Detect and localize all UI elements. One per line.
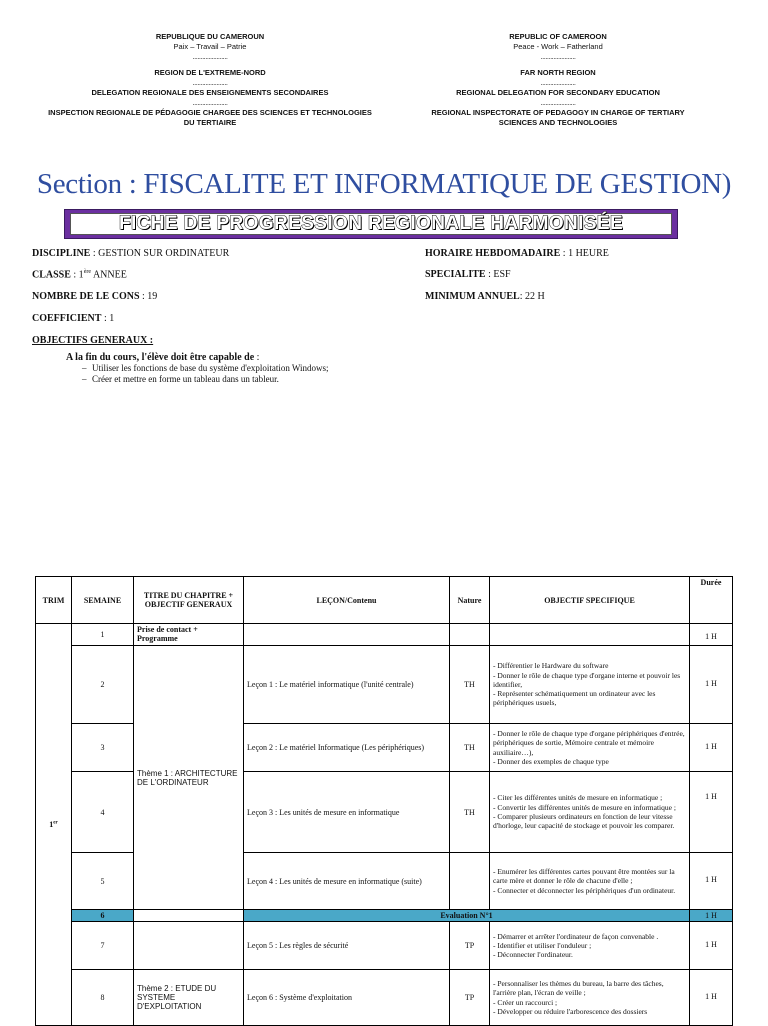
duration-cell: 1 H bbox=[690, 853, 733, 910]
objectives-intro-colon: : bbox=[254, 352, 260, 363]
lesson-cell: Leçon 3 : Les unités de mesure en informatique bbox=[244, 772, 450, 853]
field-discipline-value: : GESTION SUR ORDINATEUR bbox=[90, 248, 230, 259]
objective-item: – Utiliser les fonctions de base du système d'exploitation Windows; bbox=[32, 363, 329, 374]
header-objectif: OBJECTIF SPECIFIQUE bbox=[490, 577, 690, 624]
nature-cell: TP bbox=[450, 922, 490, 970]
duration-cell: 1 H bbox=[690, 922, 733, 970]
header-left-region: REGION DE L'EXTREME-NORD bbox=[154, 68, 266, 77]
header-left-delegation: DELEGATION REGIONALE DES ENSEIGNEMENTS SECONDAIRES bbox=[91, 88, 329, 97]
field-horaire-label: HORAIRE HEBDOMADAIRE bbox=[425, 248, 561, 259]
header-right-dots-2: ...................... bbox=[540, 78, 576, 87]
week-cell: 4 bbox=[72, 772, 134, 853]
header-trim: TRIM bbox=[36, 577, 72, 624]
field-specialite bbox=[425, 269, 511, 280]
theme-2-cell: Thème 2 : ETUDE DU SYSTEME D'EXPLOITATION bbox=[134, 970, 244, 1026]
table-row bbox=[36, 970, 733, 1026]
table-row bbox=[36, 922, 733, 970]
objectives-list bbox=[32, 363, 329, 385]
field-lecons-label: NOMBRE DE LE CONS bbox=[32, 291, 140, 302]
header-nature: Nature bbox=[450, 577, 490, 624]
objectives-intro bbox=[66, 352, 329, 363]
header-left-motto: Paix – Travail – Patrie bbox=[173, 42, 247, 51]
lesson-cell: Leçon 5 : Les règles de sécurité bbox=[244, 922, 450, 970]
nature-cell bbox=[450, 624, 490, 646]
lesson-cell: Leçon 1 : Le matériel informatique (l'unité centrale) bbox=[244, 646, 450, 724]
week-cell: 1 bbox=[72, 624, 134, 646]
header-duree: Durée bbox=[690, 577, 733, 624]
duration-cell: 1 H bbox=[690, 970, 733, 1026]
objectives-title: OBJECTIFS GENERAUX : bbox=[32, 335, 154, 346]
duration-cell: 1 H bbox=[690, 624, 733, 646]
trim-cell bbox=[36, 624, 72, 1026]
objective-cell: - Enumérer les différentes cartes pouvant être montées sur la carte mère et donner le rôle de chacune d'elle ; - Connecter et déconnecter les périphériques d'un ordinateur. bbox=[490, 853, 690, 910]
progression-table bbox=[35, 576, 733, 1026]
chapter-cell bbox=[134, 922, 244, 970]
chapter-cell bbox=[134, 910, 244, 922]
field-classe-value-post: ANNEE bbox=[91, 269, 127, 281]
nature-cell: TH bbox=[450, 646, 490, 724]
field-classe-value: : 1 bbox=[70, 269, 84, 281]
table-row bbox=[36, 646, 733, 724]
header-left-country: REPUBLIQUE DU CAMEROUN bbox=[155, 32, 265, 41]
field-discipline-label: DISCIPLINE bbox=[32, 248, 91, 259]
field-classe-sup: ère bbox=[83, 269, 92, 275]
evaluation-row bbox=[36, 910, 733, 922]
theme-1-cell: Thème 1 : ARCHITECTURE DE L'ORDINATEUR bbox=[134, 646, 244, 910]
field-coefficient-value: : 1 bbox=[101, 313, 115, 324]
header-right-inspection-2: SCIENCES AND TECHNOLOGIES bbox=[498, 118, 618, 127]
table-row bbox=[36, 624, 733, 646]
objective-cell: - Donner le rôle de chaque type d'organe périphériques d'entrée, périphériques de sortie, Mémoire centrale et mémoire auxiliaire…), - Donner des exemples de chaque type bbox=[490, 724, 690, 772]
field-lecons-value: : 19 bbox=[139, 291, 158, 302]
week-cell: 2 bbox=[72, 646, 134, 724]
general-objectives bbox=[32, 335, 329, 385]
header-right-dots-3: ...................... bbox=[540, 98, 576, 107]
nature-cell bbox=[450, 853, 490, 910]
section-title: Section : FISCALITE ET INFORMATIQUE DE GESTION) bbox=[36, 168, 732, 200]
lesson-cell: Leçon 2 : Le matériel Informatique (Les périphériques) bbox=[244, 724, 450, 772]
title-banner bbox=[64, 209, 678, 239]
table-header-row bbox=[36, 577, 733, 624]
week-cell: 8 bbox=[72, 970, 134, 1026]
field-minimum-label: MINIMUM ANNUEL bbox=[425, 291, 520, 302]
header-right-country: REPUBLIC OF CAMEROON bbox=[509, 32, 607, 41]
header-right-region: FAR NORTH REGION bbox=[520, 68, 596, 77]
duration-cell: 1 H bbox=[690, 910, 733, 922]
lesson-cell: Leçon 6 : Système d'exploitation bbox=[244, 970, 450, 1026]
header-semaine: SEMAINE bbox=[72, 577, 134, 624]
field-specialite-label: SPECIALITE bbox=[425, 269, 486, 280]
duration-cell: 1 H bbox=[690, 772, 733, 853]
objective-cell bbox=[490, 624, 690, 646]
field-coefficient bbox=[32, 313, 114, 324]
lesson-cell bbox=[244, 624, 450, 646]
header-right-motto: Peace - Work – Fatherland bbox=[513, 42, 603, 51]
trim-number: 1 bbox=[49, 820, 54, 829]
field-classe-label: CLASSE bbox=[32, 269, 71, 281]
lesson-cell: Leçon 4 : Les unités de mesure en informatique (suite) bbox=[244, 853, 450, 910]
week-cell: 7 bbox=[72, 922, 134, 970]
header-left bbox=[45, 32, 375, 128]
field-coefficient-label: COEFFICIENT bbox=[32, 313, 102, 324]
field-classe bbox=[32, 269, 127, 280]
duration-cell: 1 H bbox=[690, 724, 733, 772]
week-cell: 3 bbox=[72, 724, 134, 772]
week-cell: 6 bbox=[72, 910, 134, 922]
chapter-cell: Prise de contact + Programme bbox=[134, 624, 244, 646]
title-banner-text: FICHE DE PROGRESSION REGIONALE HARMONISÉE bbox=[70, 213, 672, 235]
duration-cell: 1 H bbox=[690, 646, 733, 724]
header-left-inspection-2: DU TERTIAIRE bbox=[183, 118, 237, 127]
objective-cell: - Différentier le Hardware du software - Donner le rôle de chaque type d'organe interne et pouvoir les identifier, - Représenter schématiquement un ordinateur avec les périphériques usuels, bbox=[490, 646, 690, 724]
header-chapitre: TITRE DU CHAPITRE + OBJECTIF GENERAUX bbox=[134, 577, 244, 624]
header-right-inspection: REGIONAL INSPECTORATE OF PEDAGOGY IN CHARGE OF TERTIARY bbox=[431, 108, 685, 117]
objectives-intro-text: A la fin du cours, l'élève doit être capable de bbox=[66, 352, 255, 363]
objective-cell: - Citer les différentes unités de mesure en informatique ; - Convertir les différentes unités de mesure en informatique ; - Comparer plusieurs ordinateurs en fonction de leur vitesse d'horloge, leur capacité de stockage et pouvoir les comparer. bbox=[490, 772, 690, 853]
header-right-delegation: REGIONAL DELEGATION FOR SECONDARY EDUCATION bbox=[456, 88, 660, 97]
header-left-dots-2: ...................... bbox=[192, 78, 228, 87]
header-left-inspection: INSPECTION REGIONALE DE PÉDAGOGIE CHARGEE DES SCIENCES ET TECHNOLOGIES bbox=[48, 108, 372, 117]
objective-cell: - Démarrer et arrêter l'ordinateur de façon convenable . - Identifier et utiliser l'onduleur ; - Déconnecter l'ordinateur. bbox=[490, 922, 690, 970]
nature-cell: TP bbox=[450, 970, 490, 1026]
header-right bbox=[393, 32, 723, 128]
objective-cell: - Personnaliser les thèmes du bureau, la barre des tâches, l'arrière plan, l'écran de veille ; - Créer un raccourci ; - Développer ou réduire l'arborescence des dossiers bbox=[490, 970, 690, 1026]
field-minimum-value: : 22 H bbox=[519, 291, 545, 302]
field-specialite-value: : ESF bbox=[485, 269, 511, 280]
nature-cell: TH bbox=[450, 772, 490, 853]
nature-cell: TH bbox=[450, 724, 490, 772]
field-lecons bbox=[32, 291, 157, 302]
field-horaire-value: : 1 HEURE bbox=[560, 248, 609, 259]
field-minimum bbox=[425, 291, 545, 302]
header-right-dots-1: ...................... bbox=[540, 52, 576, 61]
header-left-dots-3: ...................... bbox=[192, 98, 228, 107]
evaluation-label: Evaluation N°1 bbox=[244, 910, 690, 922]
trim-sup: er bbox=[53, 820, 58, 826]
field-discipline bbox=[32, 248, 229, 259]
week-cell: 5 bbox=[72, 853, 134, 910]
header-lecon: LEÇON/Contenu bbox=[244, 577, 450, 624]
objective-item: – Créer et mettre en forme un tableau dans un tableur. bbox=[32, 374, 329, 385]
header-left-dots-1: ...................... bbox=[192, 52, 228, 61]
field-horaire bbox=[425, 248, 609, 259]
